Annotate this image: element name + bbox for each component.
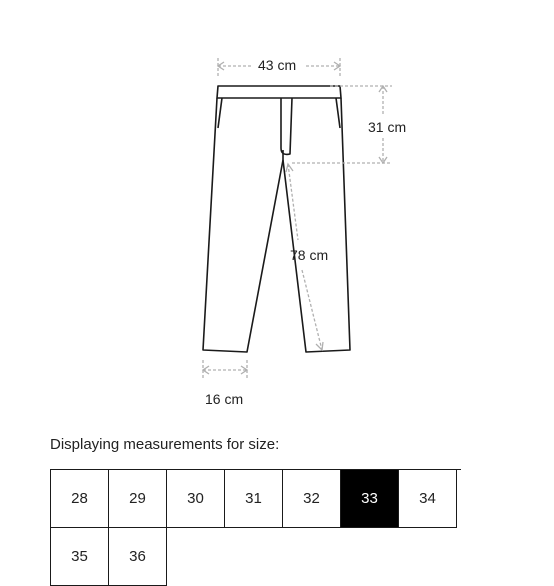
waist-measurement-label: 43 cm (258, 57, 297, 73)
size-option-36[interactable]: 36 (109, 528, 167, 586)
measurement-guides (203, 58, 392, 378)
size-option-31[interactable]: 31 (225, 470, 283, 528)
size-option-29[interactable]: 29 (109, 470, 167, 528)
pants-outline (203, 86, 350, 352)
size-option-33[interactable]: 33 (341, 470, 399, 528)
inseam-measurement-label: 78 cm (290, 247, 329, 263)
rise-measurement-label: 31 cm (368, 119, 407, 135)
size-selector-grid (50, 469, 461, 586)
size-option-32[interactable]: 32 (283, 470, 341, 528)
size-option-30[interactable]: 30 (167, 470, 225, 528)
hem-measurement-label: 16 cm (205, 391, 244, 407)
size-option-34[interactable]: 34 (399, 470, 457, 528)
size-caption: Displaying measurements for size: (50, 436, 280, 453)
size-option-28[interactable]: 28 (51, 470, 109, 528)
size-option-35[interactable]: 35 (51, 528, 109, 586)
